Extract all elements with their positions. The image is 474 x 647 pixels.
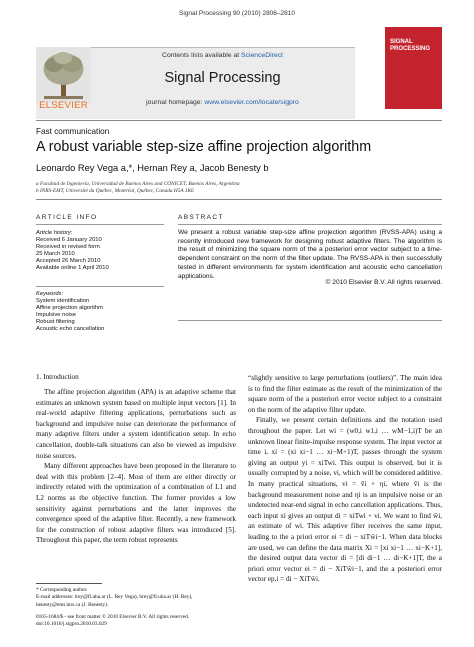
intro-paragraph-2: Many different approaches have been proposed in the literature to deal with this problem [2–4]. Most of them are either directly or indirectly related with the optimization of a combination of L1 and L2 norms as the objective function. The former provides a low sensitivity against perturbations and the latter improves the convergence speed of the adaptive filter. Recently, a new framework for the construction of robust adaptive filters was introduced [5]. Throughout this paper, the term robust represents	[36, 462, 236, 545]
keyword: Acoustic echo cancellation	[36, 325, 105, 332]
history-line: Accepted 26 March 2010	[36, 257, 101, 264]
history-line: Available online 1 April 2010	[36, 264, 109, 271]
abstract-heading: ABSTRACT	[178, 214, 224, 221]
article-history	[36, 230, 164, 271]
keyword: Impulsive noise	[36, 311, 76, 318]
abstract-copyright: © 2010 Elsevier B.V. All rights reserved.	[325, 279, 442, 286]
history-label: Article history:	[36, 230, 73, 236]
issn-line: 0165-1684/$ - see front matter © 2010 Elsevier B.V. All rights reserved.	[36, 614, 190, 620]
journal-reference: Signal Processing 90 (2010) 2806–2810	[178, 10, 295, 17]
elsevier-wordmark: ELSEVIER	[39, 100, 88, 111]
history-line: 25 March 2010	[36, 250, 75, 257]
contents-prefix: Contents lists available at	[162, 52, 242, 59]
contents-line	[95, 52, 350, 59]
footnotes	[36, 587, 236, 609]
left-column	[36, 387, 236, 546]
journal-homepage-link[interactable]: www.elsevier.com/locate/sigpro	[204, 99, 299, 106]
abstract-text: We present a robust variable step-size affine projection algorithm (RVSS-APA) using a recently introduced new framework for designing robust adaptive filters. The algorithm is the result of minimizing the square norm of the a posteriori error vector subject to a time-dependent constraint on the norm of the filter update. The RVSS-APA is then successfully tested in different environments for system identification and acoustic echo cancellation applications.	[178, 229, 442, 280]
issn-doi-block	[36, 614, 276, 629]
corresponding-author-note: * Corresponding author.	[36, 587, 88, 593]
keywords-label: Keywords:	[36, 291, 64, 297]
keyword: System identification	[36, 297, 90, 304]
title-divider	[36, 199, 442, 200]
intro-paragraph-1: The affine projection algorithm (APA) is an adaptive scheme that estimates an unknown system based on multiple input vectors [1]. In real-world adaptive filtering applications, perturbations such as background and impulsive noise can deteriorate the performance of many adaptive filters under a system identification setup. In echo cancellation, double-talk situations can also be viewed as impulsive noise sources.	[36, 388, 236, 460]
history-line: Received 6 January 2010	[36, 236, 102, 243]
keyword: Affine projection algorithm	[36, 304, 103, 311]
intro-paragraph-4: Finally, we present certain definitions and the notation used throughout the paper. Let wi = (w0,i w1,i … wM−1,i)T be an unknown linear finite-impulse response system. The input vector at time i, xi = (xi xi−1 … xi−M+1)T, passes through the system giving an output yi = xiTwi. This output is observed, but it is usually corrupted by a noise, vi, which will be considered additive. In many practical situations, vi = ṽi + ηi, where ṽi is the background measurement noise and ηi is an impulsive noise or an undetected near-end signal in echo cancellation applications. Thus, each input xi gives an output di = xiTwi + vi. We want to find ŵi, an estimate of wi. This adaptive filter receives the same input, leading to the a priori error ei = di − xiTŵi−1. When data blocks are used, we can define the data matrix Xi = [xi xi−1 … xi−K+1], the desired output data vector di = [di di−1 … di−K+1]T, the a priori error vector ei = di − XiTŵi−1, and the a posteriori error vector ep,i = di − XiTŵi.	[248, 416, 442, 584]
homepage-prefix: journal homepage:	[146, 99, 205, 106]
abstract-rule	[178, 224, 442, 225]
sciencedirect-link[interactable]: ScienceDirect	[241, 52, 283, 59]
footnote-rule	[36, 583, 102, 584]
cover-title: SIGNAL PROCESSING	[390, 39, 431, 52]
doi-line: doi:10.1016/j.sigpro.2010.03.029	[36, 621, 107, 628]
keyword: Robust filtering	[36, 318, 75, 325]
abstract-bottom-rule	[178, 320, 442, 321]
article-title: A robust variable step-size affine projection algorithm	[36, 139, 372, 155]
journal-cover-image	[385, 27, 442, 109]
affiliation-b: b INRS-EMT, Université du Québec, Montréal, Québec, Canada H5A 1K6	[36, 188, 194, 194]
article-info-rule-2	[36, 286, 164, 287]
header-divider	[36, 120, 442, 121]
introduction-heading: 1. Introduction	[36, 373, 79, 381]
keywords	[36, 291, 164, 332]
journal-title: Signal Processing	[164, 70, 281, 86]
right-column	[248, 373, 442, 585]
intro-paragraph-3: “slightly sensitive to large perturbations (outliers)”. The main idea is to find the filter estimate as the result of the minimization of the square norm of the a posteriori error vector subject to a constraint on the norm of the adaptive filter update.	[248, 374, 442, 414]
author-list: Leonardo Rey Vega a,*, Hernan Rey a, Jacob Benesty b	[36, 163, 269, 173]
article-info-rule	[36, 224, 164, 225]
article-type: Fast communication	[36, 127, 110, 136]
email-addresses: E-mail addresses: lrey@fi.uba.ar (L. Rey Vega), hrey@fi.uba.ar (H. Rey), benesty@emt.inrs.ca (J. Benesty).	[36, 594, 193, 608]
history-line: Received in revised form	[36, 243, 100, 250]
article-info-heading: ARTICLE INFO	[36, 214, 98, 221]
affiliation-a: a Facultad de Ingeniería, Universidad de Buenos Aires and CONICET, Buenos Aires, Argentina	[36, 181, 240, 187]
homepage-line	[95, 99, 350, 106]
